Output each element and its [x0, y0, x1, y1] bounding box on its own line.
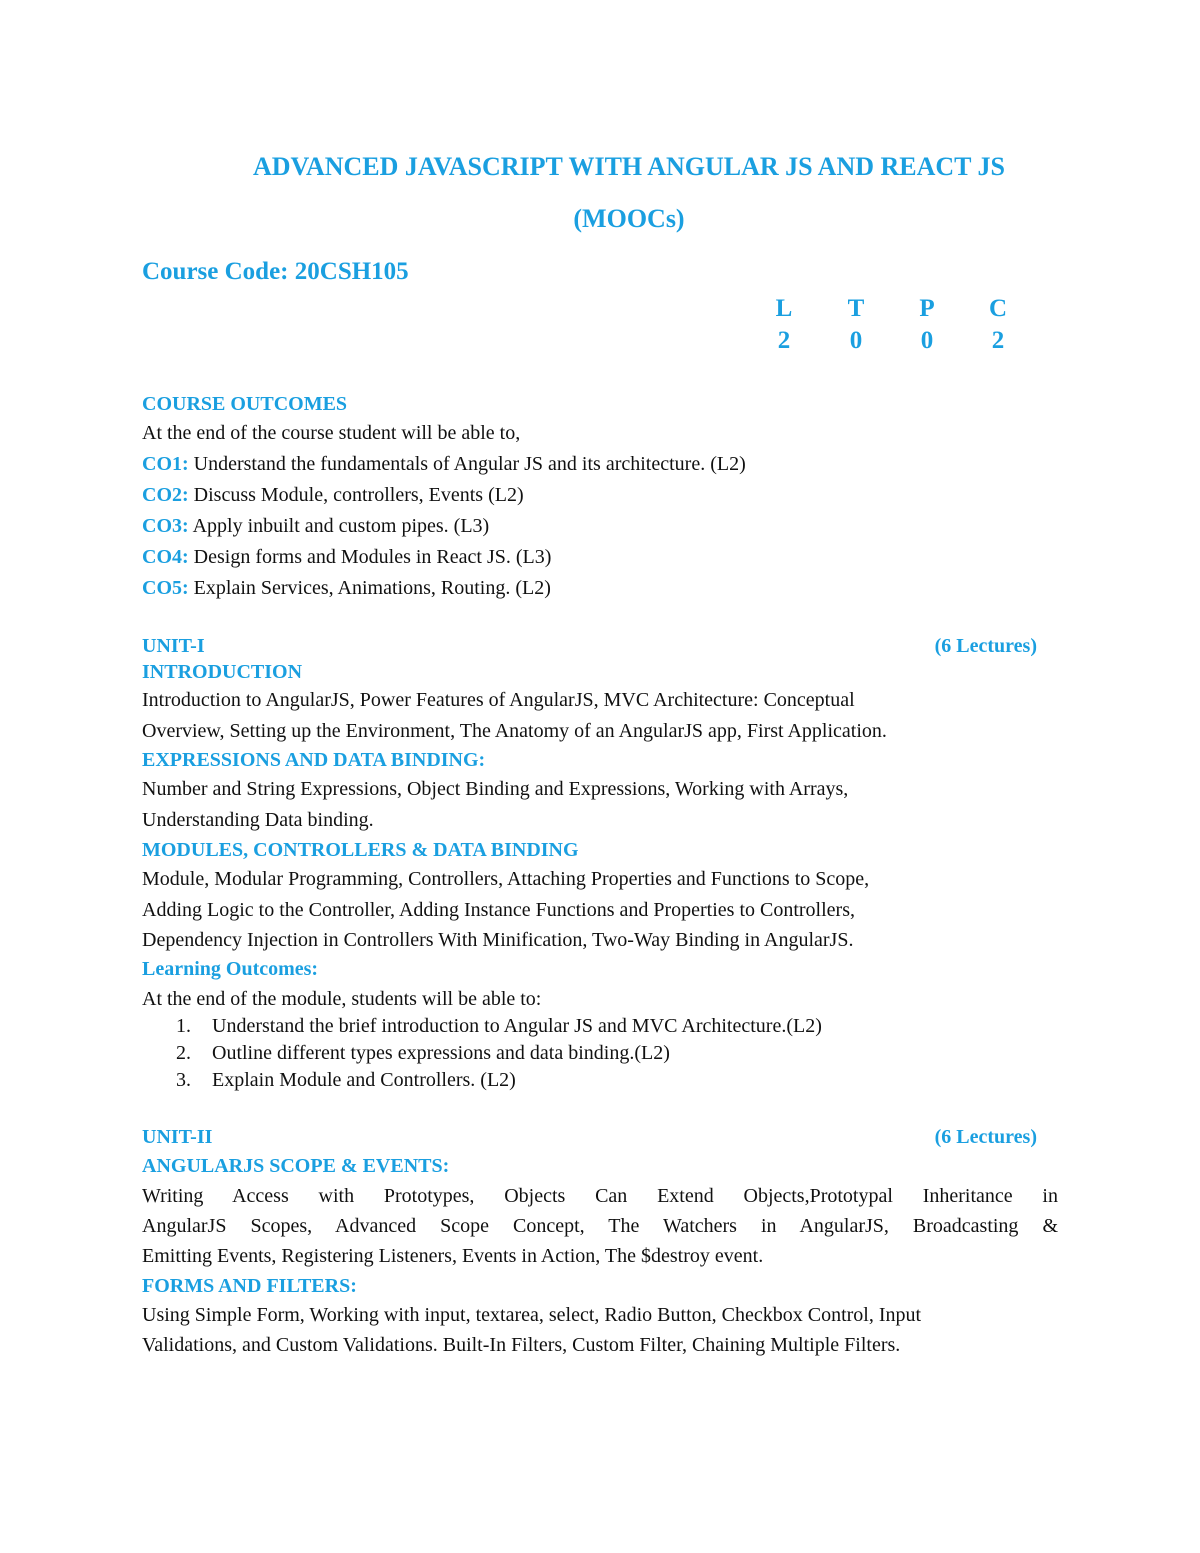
course-outcome-item — [142, 577, 551, 600]
list-item-text: Outline different types expressions and data binding.(L2) — [212, 1042, 670, 1064]
course-outcome-label: CO3: — [142, 515, 189, 537]
course-outcome-label: CO1: — [142, 453, 189, 475]
ltpc-header-l: L — [775, 295, 793, 322]
unit1-modules-heading: MODULES, CONTROLLERS & DATA BINDING — [142, 839, 579, 861]
course-outcome-label: CO2: — [142, 484, 189, 506]
unit2-lectures: (6 Lectures) — [934, 1126, 1037, 1148]
course-outcome-text: Explain Services, Animations, Routing. (L2) — [188, 577, 551, 599]
unit1-modules-line: Dependency Injection in Controllers With Minification, Two-Way Binding in AngularJS. — [142, 929, 854, 951]
ltpc-value-p: 0 — [920, 327, 934, 354]
unit2-forms-line: Using Simple Form, Working with input, textarea, select, Radio Button, Checkbox Control, Input — [142, 1304, 922, 1326]
unit1-intro-line: Introduction to AngularJS, Power Features of AngularJS, MVC Architecture: Conceptual — [142, 689, 855, 711]
unit2-scope-paragraph — [142, 1181, 1058, 1271]
course-outcome-item — [142, 453, 746, 476]
course-outcome-label: CO4: — [142, 546, 189, 568]
course-outcome-item — [142, 546, 551, 569]
unit1-modules-line: Module, Modular Programming, Controllers, Attaching Properties and Functions to Scope, — [142, 868, 870, 890]
unit1-intro-line: Overview, Setting up the Environment, The Anatomy of an AngularJS app, First Application. — [142, 720, 887, 742]
course-code: Course Code: 20CSH105 — [142, 258, 409, 285]
ltpc-value-t: 0 — [849, 327, 863, 354]
course-outcome-label: CO5: — [142, 577, 189, 599]
course-outcome-text: Apply inbuilt and custom pipes. (L3) — [188, 515, 490, 537]
course-title: ADVANCED JAVASCRIPT WITH ANGULAR JS AND REACT JS — [252, 152, 1006, 181]
course-outcome-text: Design forms and Modules in React JS. (L3) — [188, 546, 552, 568]
ltpc-value-l: 2 — [777, 327, 791, 354]
unit1-expr-line: Number and String Expressions, Object Binding and Expressions, Working with Arrays, — [142, 778, 849, 800]
course-outcome-item — [142, 515, 489, 538]
unit2-scope-line: Emitting Events, Registering Listeners, Events in Action, The $destroy event. — [142, 1245, 764, 1267]
list-item-number: 2. — [176, 1042, 191, 1064]
ltpc-header-t: T — [847, 295, 865, 322]
unit1-introduction-heading: INTRODUCTION — [142, 661, 303, 683]
unit1-modules-line: Adding Logic to the Controller, Adding Instance Functions and Properties to Controllers, — [142, 899, 855, 921]
unit1-lectures: (6 Lectures) — [934, 635, 1037, 657]
course-outcomes-intro: At the end of the course student will be able to, — [142, 422, 521, 444]
unit1-label: UNIT-I — [142, 635, 205, 657]
list-item-number: 1. — [176, 1015, 191, 1037]
course-outcomes-heading: COURSE OUTCOMES — [142, 393, 348, 415]
ltpc-header-c: C — [988, 295, 1008, 322]
list-item-text: Understand the brief introduction to Angular JS and MVC Architecture.(L2) — [212, 1015, 822, 1037]
unit1-expressions-heading: EXPRESSIONS AND DATA BINDING: — [142, 749, 486, 771]
course-subtitle: (MOOCs) — [573, 204, 685, 233]
unit2-scope-line: AngularJS Scopes, Advanced Scope Concept, The Watchers in AngularJS, Broadcasting & — [142, 1215, 1058, 1237]
unit1-learning-outcomes-heading: Learning Outcomes: — [142, 958, 319, 980]
course-outcome-text: Discuss Module, controllers, Events (L2) — [188, 484, 524, 506]
unit2-label: UNIT-II — [142, 1126, 213, 1148]
course-outcome-item — [142, 484, 524, 507]
unit2-scope-line: Writing Access with Prototypes, Objects Can Extend Objects,Prototypal Inheritance in — [142, 1185, 1058, 1207]
unit1-expr-line: Understanding Data binding. — [142, 809, 374, 831]
list-item-text: Explain Module and Controllers. (L2) — [212, 1069, 516, 1091]
ltpc-value-c: 2 — [991, 327, 1005, 354]
list-item-number: 3. — [176, 1069, 191, 1091]
unit1-learning-outcomes-intro: At the end of the module, students will be able to: — [142, 988, 542, 1010]
ltpc-header-p: P — [919, 295, 935, 322]
course-outcome-text: Understand the fundamentals of Angular JS and its architecture. (L2) — [188, 453, 746, 475]
unit2-scope-heading: ANGULARJS SCOPE & EVENTS: — [142, 1155, 450, 1177]
unit2-forms-line: Validations, and Custom Validations. Built-In Filters, Custom Filter, Chaining Multiple Filters. — [142, 1334, 901, 1356]
unit2-forms-heading: FORMS AND FILTERS: — [142, 1275, 357, 1297]
